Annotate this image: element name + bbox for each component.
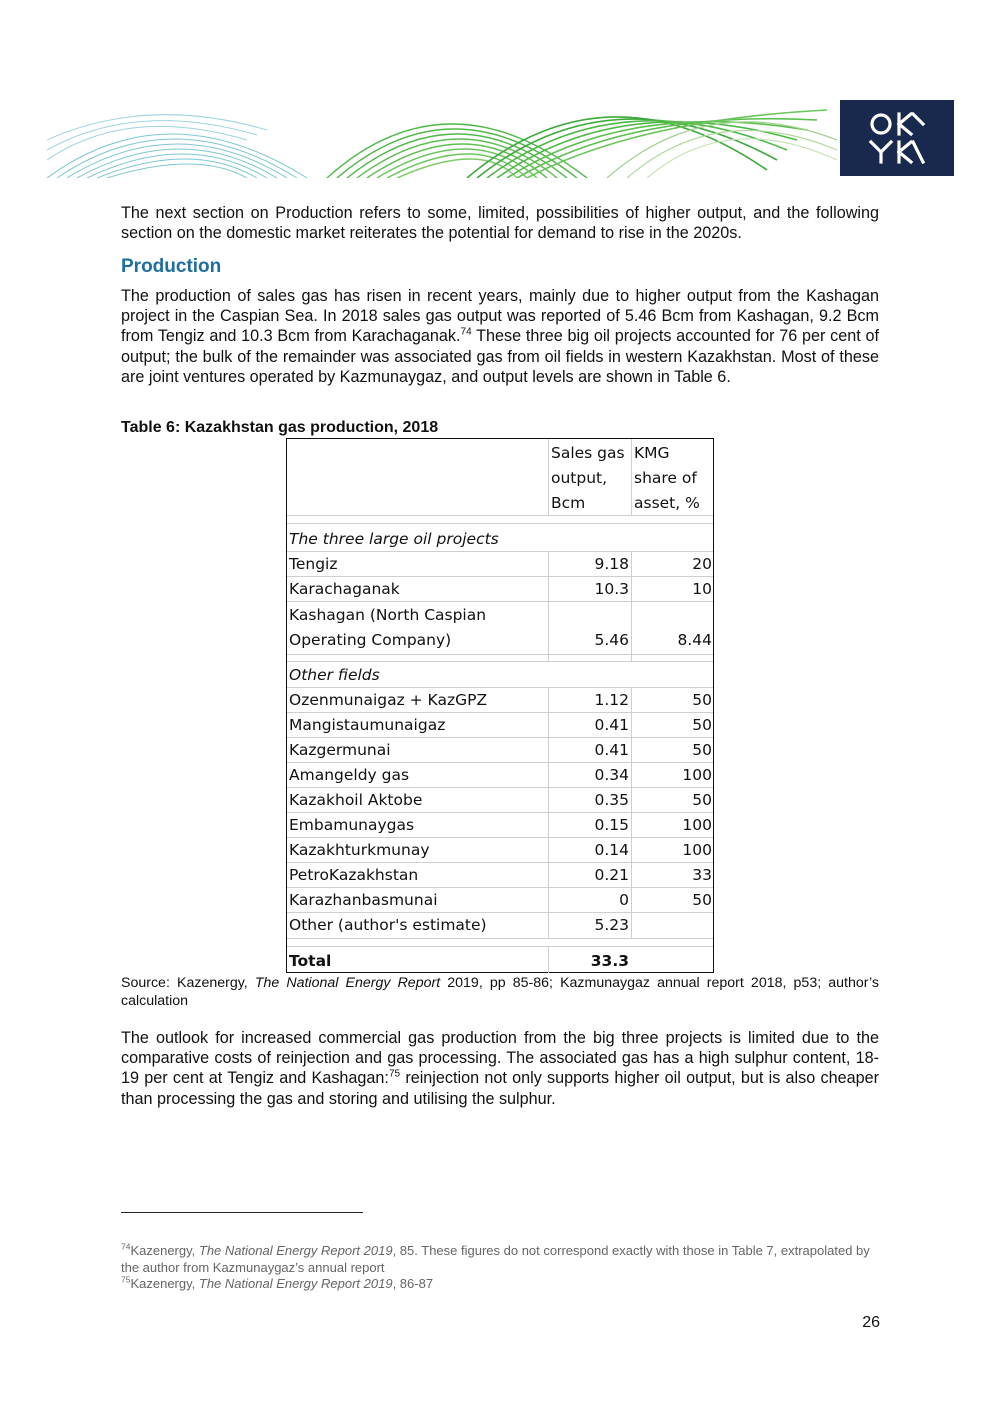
outlook-text-1: The outlook for increased commercial gas production from the big three projects is limited due to the comparative costs of reinjection and gas processing. The associated gas has a high sulphur content, 18-19 per cent at Tengiz and Kashagan: <box>121 1029 879 1088</box>
footnote-divider <box>121 1212 363 1213</box>
gas-production-table: Sales gas output, Bcm KMG share of asset, % The three large oil projects Tengiz 9.18 20 Karachaganak 10.3 10 Kashagan (North Caspian Operating Company) 5.46 8.44 Other fields Ozenmunaigaz + KazGPZ 1.12 50 Mangistaumunaigaz 0.41 50 Kazgermunai 0.41 50 Amangeldy gas 0.34 100 Kazakhoil Aktobe 0.35 50 Embamunaygas 0.15 100 Kazakhturkmunay 0.14 100 PetroKazakhstan 0.21 33 Karazhanbasmunai 0 50 Other (author's estimate) 5.23 Total 33.3 <box>286 438 714 973</box>
outlook-paragraph <box>121 1028 879 1109</box>
kmg-logo-icon <box>867 110 927 166</box>
outlook-text-2: reinjection not only supports higher oil output, but is also cheaper than processing the gas and storing and utilising the sulphur. <box>121 1069 879 1108</box>
intro-paragraph: The next section on Production refers to some, limited, possibilities of higher output, and the following section on the domestic market reiterates the potential for demand to rise in the 2020s. <box>121 204 879 243</box>
section-heading-production: Production <box>121 256 222 277</box>
footnote-ref-74[interactable]: 74 <box>460 327 472 339</box>
wave-pattern-graphic <box>47 100 837 178</box>
footnote-75: $^{75}$Kazenergy, The National Energy Report 2019, 86-87 <box>121 1274 434 1291</box>
col-header-share: KMG share of asset, % <box>634 444 700 512</box>
col-header-output: Sales gas output, Bcm <box>551 444 625 512</box>
table-header-row <box>287 441 713 516</box>
table-source: Source: Kazenergy, The National Energy Report 2019, pp 85-86; Kazmunaygaz annual report 2018, p53; author’s calculation <box>121 975 879 1009</box>
header-banner <box>47 100 837 178</box>
production-text-2: These three big oil projects accounted for 76 per cent of output; the bulk of the remainder was associated gas from oil fields in western Kazakhstan. Most of these are joint ventures operated by Kazmunaygaz, and output levels are shown in Table 6. <box>121 327 880 386</box>
table-row-kashagan: Kashagan (North Caspian Operating Company) 5.46 8.44 <box>289 606 712 649</box>
table-caption: Table 6: Kazakhstan gas production, 2018 <box>121 419 439 436</box>
footnote-74: $^{74}$Kazenergy, The National Energy Report 2019, 85. These figures do not correspond exactly with those in Table 7, extrapolated by the author from Kazmunaygaz’s annual report <box>121 1241 870 1275</box>
footnote-ref-75[interactable]: 75 <box>388 1069 401 1081</box>
logo-box <box>840 100 954 176</box>
production-text-1: The production of sales gas has risen in recent years, mainly due to higher output from the Kashagan project in the Caspian Sea. In 2018 sales gas output was reported of 5.46 Bcm from Kashagan, 9.2 Bcm from Tengiz and 10.3 Bcm from Karachaganak. <box>121 287 879 346</box>
footnotes <box>121 1243 881 1293</box>
production-paragraph <box>121 286 879 387</box>
page-number: 26 <box>862 1314 880 1331</box>
